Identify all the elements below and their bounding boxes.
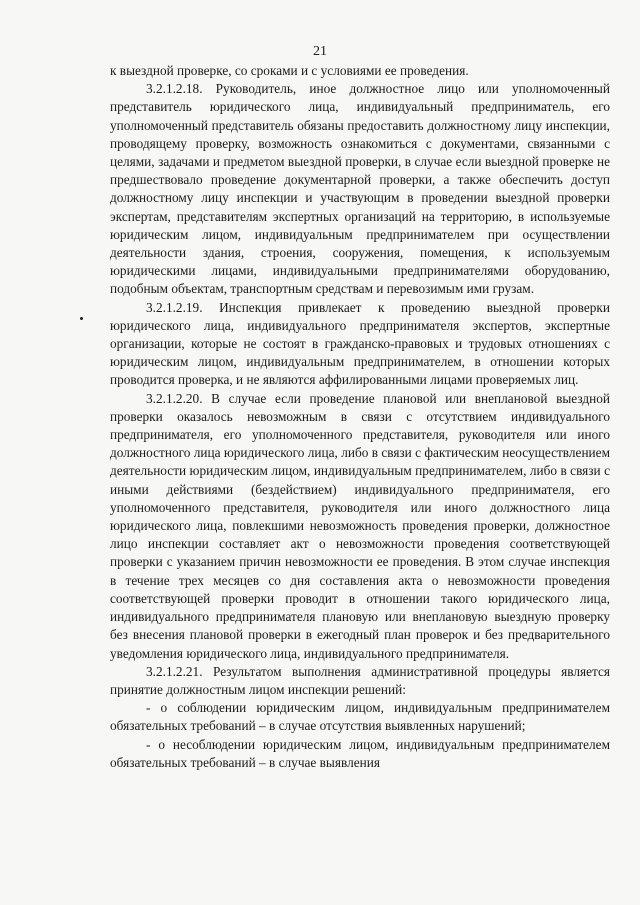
document-body	[110, 62, 610, 772]
paragraph-3-2-1-2-18: 3.2.1.2.18. Руководитель, иное должностное лицо или уполномоченный представитель юридического лица, индивидуальный предприниматель, его уполномоченный представитель обязаны предоставить должностному лицу инспекции, проводящему проверку, возможность ознакомиться с документами, связанными с целями, задачами и предметом выездной проверки, в случае если выездной проверке не предшествовало проведение документарной проверки, а также обеспечить доступ должностному лицу инспекции и участвующим в проведении выездной проверки экспертам, представителям экспертных организаций на территорию, в используемые юридическим лицом, индивидуальным предпринимателем при осуществлении деятельности здания, строения, сооружения, помещения, к используемым юридическими лицами, индивидуальными предпринимателями оборудованию, подобным объектам, транспортным средствам и перевозимым ими грузам.	[110, 81, 610, 297]
paragraph-3-2-1-2-19: 3.2.1.2.19. Инспекция привлекает к проведению выездной проверки юридического лица, индивидуального предпринимателя экспертов, экспертные организации, которые не состоят в гражданско-правовых и трудовых отношениях с юридическим лицом, индивидуальным предпринимателем, в отношении которых проводится проверка, и не являются аффилированными лицами проверяемых лиц.	[110, 299, 610, 388]
page-number: 21	[313, 44, 327, 59]
paragraph-3-2-1-2-20: 3.2.1.2.20. В случае если проведение плановой или внеплановой выездной проверки оказалось невозможным в связи с отсутствием индивидуального предпринимателя, его уполномоченного представителя, руководителя или иного должностного лица юридического лица, либо в связи с фактическим неосуществлением деятельности юридическим лицом, индивидуальным предпринимателем, либо в связи с иными действиями (бездействием) индивидуального предпринимателя, его уполномоченного представителя, руководителя или иного должностного лица юридического лица, повлекшими невозможность проведения проверки, должностное лицо инспекции составляет акт о невозможности проведения соответствующей проверки с указанием причин невозможности ее проведения. В этом случае инспекция в течение трех месяцев со дня составления акта о невозможности проведения соответствующей проверки проводит в отношении такого юридического лица, индивидуального предпринимателя плановую или внеплановую выездную проверку без внесения плановой проверки в ежегодный план проверок и без предварительного уведомления юридического лица, индивидуального предпринимателя.	[110, 390, 610, 661]
scan-speck	[80, 317, 83, 320]
paragraph-continuation: к выездной проверке, со сроками и с условиями ее проведения.	[110, 63, 469, 78]
paragraph-3-2-1-2-21: 3.2.1.2.21. Результатом выполнения административной процедуры является принятие должностным лицом инспекции решений:	[110, 663, 610, 697]
list-item-compliance: - о соблюдении юридическим лицом, индивидуальным предпринимателем обязательных требований – в случае отсутствия выявленных нарушений;	[110, 700, 610, 734]
list-item-noncompliance: - о несоблюдении юридическим лицом, индивидуальным предпринимателем обязательных требований – в случае выявления	[110, 736, 610, 770]
